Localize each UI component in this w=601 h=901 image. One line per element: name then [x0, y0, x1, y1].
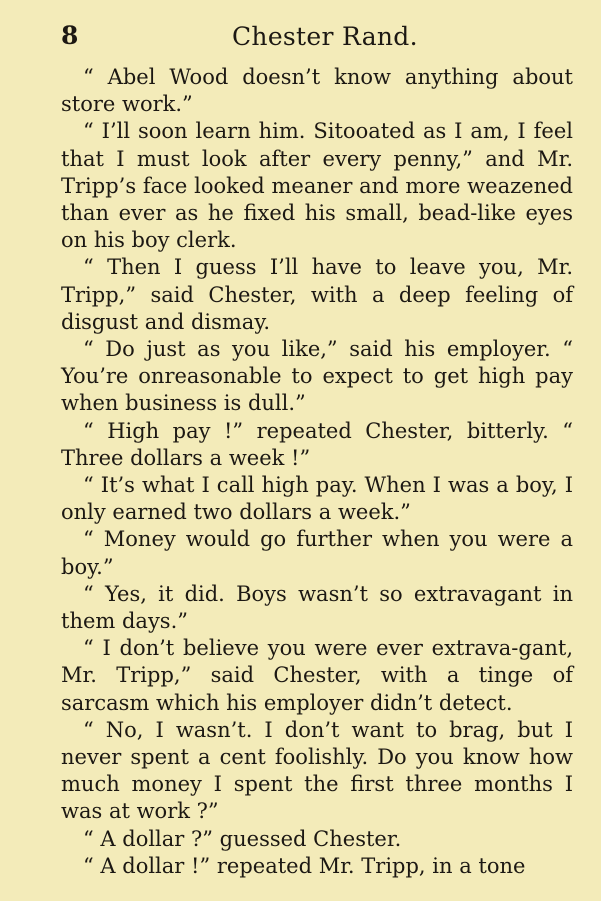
- page-header: [61, 0, 573, 60]
- paragraph: “ Then I guess I’ll have to leave you, Mr. Tripp,” said Chester, with a deep feeling of disgust and dismay.: [61, 255, 573, 334]
- paragraph: “ Do just as you like,” said his employer. “ You’re onreasonable to expect to get high pay when business is dull.”: [61, 337, 573, 416]
- paragraph: “ No, I wasn’t. I don’t want to brag, but I never spent a cent foolishly. Do you know how much money I spent the first three months I was at work ?”: [61, 717, 573, 824]
- body-text: [61, 64, 573, 880]
- paragraph: “ A dollar ?” guessed Chester.: [83, 826, 402, 851]
- running-head: Chester Rand.: [232, 22, 418, 51]
- paragraph: “ Abel Wood doesn’t know anything about store work.”: [61, 65, 573, 117]
- paragraph: “ I’ll soon learn him. Sitooated as I am, I feel that I must look after every penny,” and Mr. Tripp’s face looked meaner and more weazened than ever as he fixed his small, bead-like eyes on his boy clerk.: [61, 119, 573, 253]
- page-number: 8: [61, 21, 79, 50]
- paragraph: “ It’s what I call high pay. When I was a boy, I only earned two dollars a week.”: [61, 473, 573, 525]
- paragraph: “ Money would go further when you were a boy.”: [61, 527, 573, 579]
- paragraph: “ A dollar !” repeated Mr. Tripp, in a tone: [83, 853, 526, 878]
- paragraph: “ Yes, it did. Boys wasn’t so extravagant in them days.”: [61, 581, 573, 634]
- paragraph: “ High pay !” repeated Chester, bitterly. “ Three dollars a week !”: [61, 418, 573, 470]
- paragraph: “ I don’t believe you were ever extrava-gant, Mr. Tripp,” said Chester, with a tinge of sarcasm which his employer didn’t detect.: [61, 636, 573, 715]
